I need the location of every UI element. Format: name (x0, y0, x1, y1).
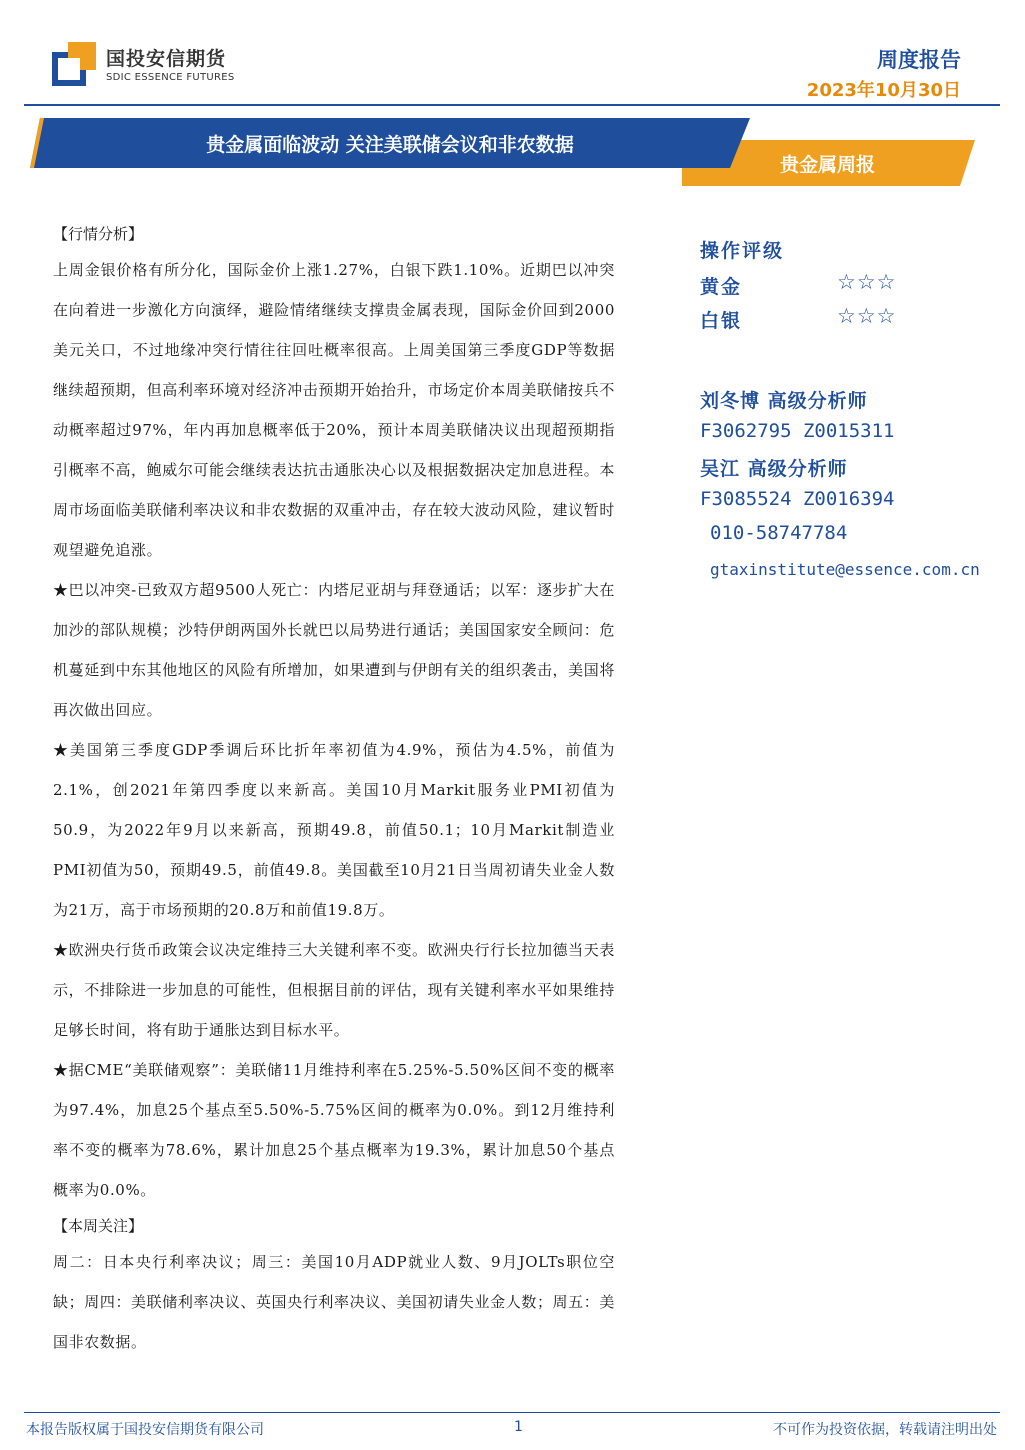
contact-phone: 010-58747784 (710, 522, 848, 544)
rating-row-silver (700, 306, 920, 332)
paragraph-news-us-data: ★美国第三季度GDP季调后环比折年率初值为4.9%，预估为4.5%，前值为2.1%，创2021年第四季度以来新高。美国10月Markit服务业PMI初值为50.9，为2022年9月以来新高，预期49.8，前值50.1；10月Markit制造业PMI初值为50，预期49.5，前值49.8。美国截至10月21日当周初请失业金人数为21万，高于市场预期的20.8万和前值19.8万。 (53, 741, 615, 919)
rating-name: 白银 (700, 310, 743, 332)
footer-copyright: 本报告版权属于国投安信期货有限公司 (26, 1422, 264, 1438)
section-heading-market-analysis: 【行情分析】 (53, 225, 144, 243)
header-divider (24, 104, 1000, 106)
report-date: 2023年10月30日 (806, 80, 961, 101)
logo-text-en: SDIC ESSENCE FUTURES (106, 72, 235, 83)
paragraph-news-cme: ★据CME“美联储观察”：美联储11月维持利率在5.25%-5.50%区间不变的概率为97.4%，加息25个基点至5.50%-5.75%区间的概率为0.0%。到12月维持利率不变的概率为78.6%，累计加息25个基点概率为19.3%，累计加息50个基点概率为0.0%。 (53, 1061, 615, 1199)
report-type: 周度报告 (877, 48, 961, 72)
footer-disclaimer: 不可作为投资依据，转载请注明出处 (773, 1422, 997, 1438)
report-title: 贵金属面临波动 关注美联储会议和非农数据 (206, 134, 574, 156)
paragraph-news-ecb: ★欧洲央行货币政策会议决定维持三大关键利率不变。欧洲央行行长拉加德当天表示，不排除进一步加息的可能性，但根据目前的评估，现有关键利率水平如果维持足够长时间，将有助于通胀达到目标水平。 (53, 941, 615, 1039)
main-content (53, 218, 615, 1362)
analyst-name-2: 吴江 高级分析师 (700, 458, 848, 480)
logo-text-cn: 国投安信期货 (106, 48, 227, 70)
footer-divider (24, 1412, 1000, 1413)
analyst-cert-1: F3062795 Z0015311 (700, 420, 895, 442)
star-rating-icon: ☆☆☆ (837, 304, 897, 328)
paragraph-news-conflict: ★巴以冲突-已致双方超9500人死亡：内塔尼亚胡与拜登通话；以军：逐步扩大在加沙的部队规模；沙特伊朗两国外长就巴以局势进行通话；美国国家安全顾问：危机蔓延到中东其他地区的风险有所增加，如果遭到与伊朗有关的组织袭击，美国将再次做出回应。 (53, 581, 615, 719)
contact-email[interactable]: gtaxinstitute@essence.com.cn (710, 560, 980, 579)
analyst-cert-2: F3085524 Z0016394 (700, 488, 895, 510)
analyst-name-1: 刘冬博 高级分析师 (700, 390, 868, 412)
rating-heading: 操作评级 (700, 240, 785, 262)
page-number: 1 (514, 1419, 523, 1435)
logo-mark-icon (52, 42, 96, 86)
paragraph-summary: 上周金银价格有所分化，国际金价上涨1.27%，白银下跌1.10%。近期巴以冲突在向着进一步激化方向演绎，避险情绪继续支撑贵金属表现，国际金价回到2000美元关口，不过地缘冲突行情往往回吐概率很高。上周美国第三季度GDP等数据继续超预期，但高利率环境对经济冲击预期开始抬升，市场定价本周美联储按兵不动概率超过97%，年内再加息概率低于20%，预计本周美联储决议出现超预期指引概率不高，鲍威尔可能会继续表达抗击通胀决心以及根据数据决定加息进程。本周市场面临美联储利率决议和非农数据的双重冲击，存在较大波动风险，建议暂时观望避免追涨。 (53, 261, 615, 559)
report-category-tag: 贵金属周报 (779, 154, 875, 176)
paragraph-weekly-focus: 周二：日本央行利率决议；周三：美国10月ADP就业人数、9月JOLTs职位空缺；周四：美联储利率决议、英国央行利率决议、美国初请失业金人数；周五：美国非农数据。 (53, 1253, 615, 1351)
star-rating-icon: ☆☆☆ (837, 270, 897, 294)
section-heading-weekly-focus: 【本周关注】 (53, 1217, 144, 1235)
rating-row-gold (700, 272, 920, 298)
rating-name: 黄金 (700, 276, 743, 298)
company-logo (52, 42, 235, 86)
